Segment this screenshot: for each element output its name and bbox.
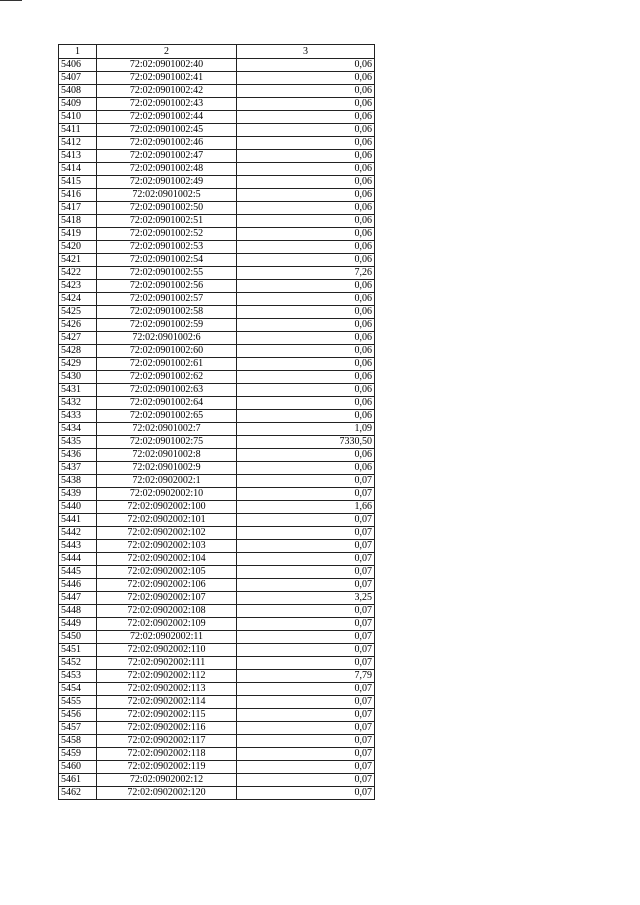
cadastral-number: 72:02:0902002:10 [97, 488, 237, 501]
cadastral-number: 72:02:0902002:104 [97, 553, 237, 566]
row-number: 5408 [59, 85, 97, 98]
row-number: 5445 [59, 566, 97, 579]
value-cell: 0,06 [237, 410, 375, 423]
table-row [59, 722, 375, 735]
cadastral-number: 72:02:0901002:56 [97, 280, 237, 293]
cadastral-table [58, 44, 375, 800]
row-number: 5429 [59, 358, 97, 371]
cadastral-number: 72:02:0901002:5 [97, 189, 237, 202]
table-row [59, 488, 375, 501]
table-row [59, 436, 375, 449]
cadastral-number: 72:02:0902002:115 [97, 709, 237, 722]
value-cell: 7,26 [237, 267, 375, 280]
value-cell: 0,07 [237, 774, 375, 787]
cadastral-number: 72:02:0901002:7 [97, 423, 237, 436]
cadastral-number: 72:02:0901002:41 [97, 72, 237, 85]
value-cell: 1,09 [237, 423, 375, 436]
cadastral-number: 72:02:0902002:109 [97, 618, 237, 631]
row-number: 5425 [59, 306, 97, 319]
table-row [59, 449, 375, 462]
value-cell: 0,07 [237, 761, 375, 774]
table-row [59, 111, 375, 124]
row-number: 5411 [59, 124, 97, 137]
table-row [59, 228, 375, 241]
table-row [59, 410, 375, 423]
table-row [59, 618, 375, 631]
cadastral-number: 72:02:0901002:75 [97, 436, 237, 449]
table-row [59, 137, 375, 150]
table-row [59, 774, 375, 787]
table-row [59, 163, 375, 176]
row-number: 5413 [59, 150, 97, 163]
cadastral-number: 72:02:0902002:113 [97, 683, 237, 696]
cadastral-number: 72:02:0901002:8 [97, 449, 237, 462]
row-number: 5428 [59, 345, 97, 358]
table-row [59, 605, 375, 618]
cadastral-number: 72:02:0901002:45 [97, 124, 237, 137]
cadastral-number: 72:02:0902002:108 [97, 605, 237, 618]
value-cell: 0,06 [237, 306, 375, 319]
table-row [59, 644, 375, 657]
table-row [59, 566, 375, 579]
row-number: 5414 [59, 163, 97, 176]
table-row [59, 85, 375, 98]
table-row [59, 670, 375, 683]
cadastral-number: 72:02:0901002:55 [97, 267, 237, 280]
value-cell: 0,06 [237, 319, 375, 332]
table-row [59, 319, 375, 332]
value-cell: 0,06 [237, 215, 375, 228]
row-number: 5441 [59, 514, 97, 527]
row-number: 5412 [59, 137, 97, 150]
value-cell: 0,07 [237, 514, 375, 527]
table-row [59, 683, 375, 696]
column-header-1: 1 [59, 45, 97, 59]
row-number: 5457 [59, 722, 97, 735]
table-row [59, 501, 375, 514]
cadastral-number: 72:02:0901002:58 [97, 306, 237, 319]
row-number: 5410 [59, 111, 97, 124]
value-cell: 0,07 [237, 566, 375, 579]
value-cell: 0,06 [237, 72, 375, 85]
row-number: 5453 [59, 670, 97, 683]
table-row [59, 293, 375, 306]
table-row [59, 345, 375, 358]
value-cell: 0,07 [237, 527, 375, 540]
cadastral-number: 72:02:0902002:105 [97, 566, 237, 579]
table-row [59, 59, 375, 72]
row-number: 5432 [59, 397, 97, 410]
cadastral-number: 72:02:0901002:9 [97, 462, 237, 475]
value-cell: 0,06 [237, 280, 375, 293]
header-row [59, 45, 375, 59]
table-row [59, 553, 375, 566]
value-cell: 0,06 [237, 371, 375, 384]
row-number: 5419 [59, 228, 97, 241]
table-row [59, 150, 375, 163]
value-cell: 0,06 [237, 462, 375, 475]
cadastral-number: 72:02:0902002:11 [97, 631, 237, 644]
row-number: 5409 [59, 98, 97, 111]
value-cell: 0,07 [237, 579, 375, 592]
table-row [59, 254, 375, 267]
table-row [59, 332, 375, 345]
table-row [59, 592, 375, 605]
table-row [59, 709, 375, 722]
table-row [59, 72, 375, 85]
column-header-2: 2 [97, 45, 237, 59]
cadastral-number: 72:02:0902002:114 [97, 696, 237, 709]
table-row [59, 657, 375, 670]
value-cell: 0,06 [237, 137, 375, 150]
row-number: 5459 [59, 748, 97, 761]
cadastral-number: 72:02:0901002:61 [97, 358, 237, 371]
row-number: 5435 [59, 436, 97, 449]
table-row [59, 124, 375, 137]
row-number: 5448 [59, 605, 97, 618]
value-cell: 0,07 [237, 722, 375, 735]
value-cell: 0,06 [237, 111, 375, 124]
value-cell: 0,07 [237, 540, 375, 553]
value-cell: 0,06 [237, 449, 375, 462]
row-number: 5426 [59, 319, 97, 332]
row-number: 5423 [59, 280, 97, 293]
cadastral-number: 72:02:0902002:101 [97, 514, 237, 527]
cadastral-number: 72:02:0901002:53 [97, 241, 237, 254]
value-cell: 0,06 [237, 345, 375, 358]
cadastral-number: 72:02:0901002:52 [97, 228, 237, 241]
value-cell: 0,06 [237, 293, 375, 306]
cadastral-number: 72:02:0902002:1 [97, 475, 237, 488]
row-number: 5427 [59, 332, 97, 345]
row-number: 5421 [59, 254, 97, 267]
table-row [59, 475, 375, 488]
cadastral-number: 72:02:0901002:60 [97, 345, 237, 358]
cadastral-number: 72:02:0902002:119 [97, 761, 237, 774]
table-row [59, 423, 375, 436]
value-cell: 0,07 [237, 787, 375, 800]
value-cell: 0,06 [237, 150, 375, 163]
value-cell: 0,07 [237, 644, 375, 657]
table-row [59, 176, 375, 189]
cadastral-number: 72:02:0902002:103 [97, 540, 237, 553]
cadastral-number: 72:02:0901002:48 [97, 163, 237, 176]
row-number: 5407 [59, 72, 97, 85]
row-number: 5416 [59, 189, 97, 202]
value-cell: 0,06 [237, 124, 375, 137]
cadastral-number: 72:02:0901002:42 [97, 85, 237, 98]
cadastral-number: 72:02:0902002:102 [97, 527, 237, 540]
cadastral-number: 72:02:0901002:47 [97, 150, 237, 163]
value-cell: 0,06 [237, 397, 375, 410]
table-row [59, 397, 375, 410]
cadastral-number: 72:02:0901002:63 [97, 384, 237, 397]
row-number: 5436 [59, 449, 97, 462]
cadastral-number: 72:02:0901002:54 [97, 254, 237, 267]
cadastral-number: 72:02:0902002:110 [97, 644, 237, 657]
cadastral-number: 72:02:0901002:6 [97, 332, 237, 345]
cadastral-number: 72:02:0901002:57 [97, 293, 237, 306]
row-number: 5462 [59, 787, 97, 800]
value-cell: 0,06 [237, 189, 375, 202]
table-row [59, 98, 375, 111]
table-row [59, 761, 375, 774]
row-number: 5433 [59, 410, 97, 423]
row-number: 5417 [59, 202, 97, 215]
cadastral-number: 72:02:0901002:44 [97, 111, 237, 124]
value-cell: 0,06 [237, 85, 375, 98]
value-cell: 0,06 [237, 163, 375, 176]
value-cell: 0,07 [237, 488, 375, 501]
row-number: 5422 [59, 267, 97, 280]
table-row [59, 280, 375, 293]
cadastral-number: 72:02:0901002:65 [97, 410, 237, 423]
row-number: 5455 [59, 696, 97, 709]
value-cell: 0,07 [237, 631, 375, 644]
row-number: 5449 [59, 618, 97, 631]
row-number: 5452 [59, 657, 97, 670]
cadastral-number: 72:02:0902002:112 [97, 670, 237, 683]
cadastral-number: 72:02:0902002:116 [97, 722, 237, 735]
column-header-3: 3 [237, 45, 375, 59]
table-row [59, 748, 375, 761]
value-cell: 7330,50 [237, 436, 375, 449]
row-number: 5460 [59, 761, 97, 774]
value-cell: 0,07 [237, 735, 375, 748]
value-cell: 0,06 [237, 384, 375, 397]
table-row [59, 696, 375, 709]
row-number: 5418 [59, 215, 97, 228]
row-number: 5443 [59, 540, 97, 553]
value-cell: 0,06 [237, 176, 375, 189]
cadastral-number: 72:02:0901002:62 [97, 371, 237, 384]
cadastral-number: 72:02:0902002:100 [97, 501, 237, 514]
row-number: 5406 [59, 59, 97, 72]
row-number: 5439 [59, 488, 97, 501]
row-number: 5431 [59, 384, 97, 397]
value-cell: 0,07 [237, 475, 375, 488]
row-number: 5434 [59, 423, 97, 436]
row-number: 5450 [59, 631, 97, 644]
value-cell: 0,07 [237, 618, 375, 631]
row-number: 5451 [59, 644, 97, 657]
table-row [59, 579, 375, 592]
row-number: 5461 [59, 774, 97, 787]
value-cell: 0,06 [237, 332, 375, 345]
table-row [59, 267, 375, 280]
table-row [59, 527, 375, 540]
value-cell: 0,07 [237, 748, 375, 761]
table-body [59, 59, 375, 800]
row-number: 5424 [59, 293, 97, 306]
table-row [59, 514, 375, 527]
cadastral-number: 72:02:0902002:107 [97, 592, 237, 605]
table-header [59, 45, 375, 59]
row-number: 5444 [59, 553, 97, 566]
table-row [59, 189, 375, 202]
cadastral-number: 72:02:0901002:46 [97, 137, 237, 150]
table-row [59, 202, 375, 215]
row-number: 5440 [59, 501, 97, 514]
cadastral-number: 72:02:0901002:51 [97, 215, 237, 228]
row-number: 5430 [59, 371, 97, 384]
value-cell: 0,07 [237, 657, 375, 670]
cadastral-number: 72:02:0901002:40 [97, 59, 237, 72]
cadastral-number: 72:02:0901002:50 [97, 202, 237, 215]
cadastral-number: 72:02:0902002:12 [97, 774, 237, 787]
value-cell: 0,06 [237, 254, 375, 267]
value-cell: 0,07 [237, 683, 375, 696]
value-cell: 0,07 [237, 553, 375, 566]
value-cell: 0,06 [237, 202, 375, 215]
cadastral-number: 72:02:0902002:117 [97, 735, 237, 748]
row-number: 5458 [59, 735, 97, 748]
table-row [59, 540, 375, 553]
row-number: 5415 [59, 176, 97, 189]
cadastral-number: 72:02:0902002:111 [97, 657, 237, 670]
value-cell: 0,07 [237, 696, 375, 709]
table-row [59, 462, 375, 475]
value-cell: 0,06 [237, 98, 375, 111]
value-cell: 3,25 [237, 592, 375, 605]
table-row [59, 306, 375, 319]
value-cell: 1,66 [237, 501, 375, 514]
row-number: 5447 [59, 592, 97, 605]
row-number: 5456 [59, 709, 97, 722]
row-number: 5420 [59, 241, 97, 254]
value-cell: 0,07 [237, 605, 375, 618]
row-number: 5442 [59, 527, 97, 540]
cadastral-number: 72:02:0901002:43 [97, 98, 237, 111]
value-cell: 0,06 [237, 59, 375, 72]
table-row [59, 241, 375, 254]
cadastral-number: 72:02:0901002:59 [97, 319, 237, 332]
value-cell: 0,06 [237, 358, 375, 371]
cadastral-number: 72:02:0901002:64 [97, 397, 237, 410]
value-cell: 0,07 [237, 709, 375, 722]
table-row [59, 787, 375, 800]
cadastral-number: 72:02:0902002:106 [97, 579, 237, 592]
cadastral-number: 72:02:0901002:49 [97, 176, 237, 189]
cadastral-number: 72:02:0902002:118 [97, 748, 237, 761]
table-row [59, 371, 375, 384]
table-row [59, 358, 375, 371]
row-number: 5438 [59, 475, 97, 488]
table-row [59, 631, 375, 644]
cadastral-number: 72:02:0902002:120 [97, 787, 237, 800]
table-row [59, 215, 375, 228]
table-row [59, 735, 375, 748]
row-number: 5454 [59, 683, 97, 696]
value-cell: 7,79 [237, 670, 375, 683]
row-number: 5437 [59, 462, 97, 475]
table-row [59, 384, 375, 397]
value-cell: 0,06 [237, 228, 375, 241]
row-number: 5446 [59, 579, 97, 592]
scan-edge-mark [0, 0, 22, 9]
value-cell: 0,06 [237, 241, 375, 254]
